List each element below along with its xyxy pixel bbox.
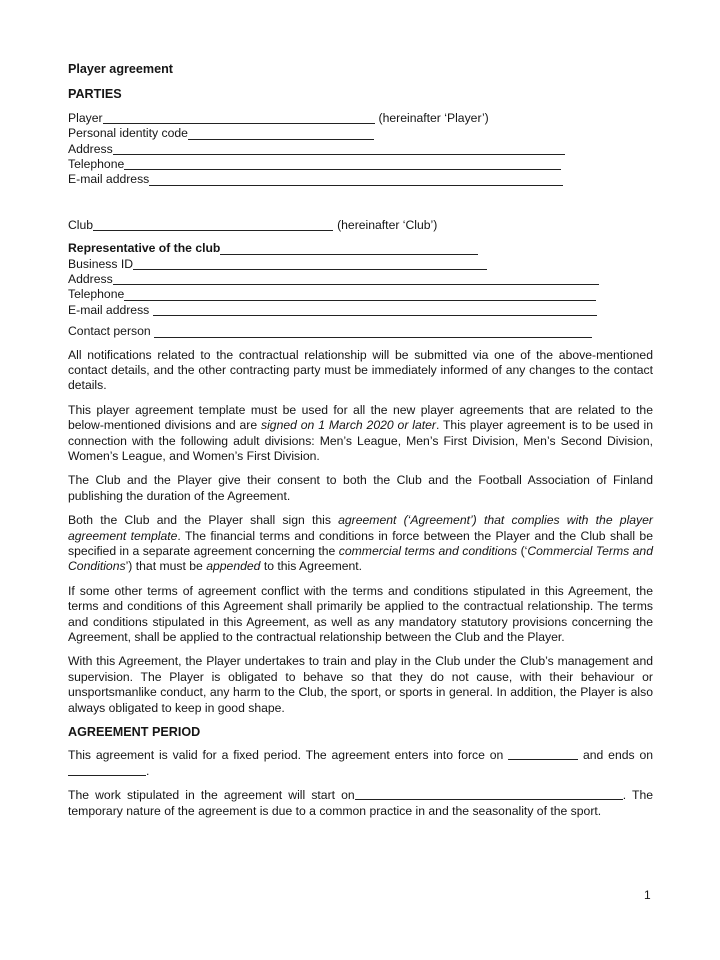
paragraph-template-usage [68,403,653,465]
club-suffix: (hereinafter ‘Club’) [337,217,438,232]
paragraph-consent: The Club and the Player give their consent to both the Club and the Football Association of Finland publishing the duration of the Agreement. [68,473,653,503]
p4-text-c: . The financial terms and conditions in force between the Player and the Club shall be specified in a separate agreement concerning the [68,528,653,558]
page-number: 1 [644,888,651,902]
document-title: Player agreement [68,62,174,76]
business-id-blank[interactable] [133,258,487,270]
personal-id-label: Personal identity code [68,126,188,141]
p8-text-b: . [622,788,627,803]
player-field[interactable] [68,111,653,126]
club-email-blank[interactable] [153,304,597,316]
p2-text-a: This player agreement template must be used for all the new player agreements that are related to the below-mentioned divisions and are [68,402,653,433]
work-start-blank[interactable] [355,788,623,800]
business-id-label: Business ID [68,256,134,271]
player-address-blank[interactable] [113,143,565,155]
paragraph-validity [68,748,653,779]
document-body [68,62,653,828]
p2-text-b: signed on 1 March 2020 or later [260,418,436,433]
p4-text-f: Commercial Terms and Conditions [68,543,653,574]
player-suffix: (hereinafter ‘Player’) [378,110,489,125]
player-telephone-blank[interactable] [124,158,561,170]
paragraph-work-start [68,788,653,819]
p4-text-g: ’) that must be [125,559,207,574]
representative-label: Representative of the club [68,241,221,256]
player-address-label: Address [68,141,113,156]
club-address-field[interactable] [68,272,653,287]
player-email-blank[interactable] [149,174,563,186]
p4-text-b: agreement (‘Agreement’) that complies with the player agreement template [68,513,653,543]
club-telephone-field[interactable] [68,287,653,302]
personal-id-field[interactable] [68,126,653,141]
p2-text-c: . This player agreement is to be used in connection with the following adult divisions: Men’s League, Men’s First Division, Men’s Second Division, Women’s League, and Women’s First Division. [68,418,653,463]
player-email-field[interactable] [68,172,653,187]
p7-text-a: This agreement is valid for a fixed period. The agreement enters into force on [68,748,504,763]
p4-text-h: appended [206,559,261,574]
p4-text-d: commercial terms and conditions [338,543,518,558]
p4-text-i: to this Agreement. [260,559,363,574]
p4-text-a: Both the Club and the Player shall sign this [68,513,339,528]
contact-person-label: Contact person [68,324,151,339]
p4-text-e: (‘ [517,543,528,558]
agreement-period-heading: AGREEMENT PERIOD [68,725,201,740]
paragraph-conflicts: If some other terms of agreement conflict with the terms and conditions stipulated in this Agreement, the terms and conditions of this Agreement shall primarily be applied to the contractual relationship. The terms and conditions stipulated in this Agreement, as well as any mandatory statutory provisions concerning the Agreement, shall be applied to the contractual relationship between the Club and the Player. [68,583,653,644]
paragraph-signing [68,513,653,575]
representative-field[interactable] [68,241,653,256]
p8-text-a: The work stipulated in the agreement will start on [68,788,355,803]
club-field[interactable] [68,218,653,233]
paragraph-notifications: All notifications related to the contractual relationship will be submitted via one of the above-mentioned contact details, and the other contracting party must be immediately informed of any changes to the contact details. [68,347,653,393]
parties-heading: PARTIES [68,87,122,102]
club-email-field[interactable] [68,303,653,318]
representative-blank[interactable] [220,243,478,255]
club-telephone-blank[interactable] [124,289,596,301]
contact-person-field[interactable] [68,324,653,339]
club-label: Club [68,217,94,232]
p8-text-c: The temporary nature of the agreement is due to a common practice in and the seasonality of the sport. [68,788,654,818]
paragraph-obligations: With this Agreement, the Player undertakes to train and play in the Club under the Club’s management and supervision. The Player is obligated to behave so that they do not cause, with their behaviour or unsportsmanlike conduct, any harm to the Club, the sport, or sports in general. In addition, the Player is also always obligated to keep in good shape. [68,654,653,715]
p7-text-b: and ends on [583,748,653,763]
club-email-label: E-mail address [68,302,150,317]
business-id-field[interactable] [68,257,653,272]
player-address-field[interactable] [68,142,653,157]
club-address-label: Address [68,271,113,286]
club-telephone-label: Telephone [68,287,125,302]
player-telephone-field[interactable] [68,157,653,172]
personal-id-blank[interactable] [188,128,374,140]
player-label: Player [68,110,103,125]
club-address-blank[interactable] [113,273,599,285]
player-telephone-label: Telephone [68,156,125,171]
end-date-blank[interactable] [68,764,146,776]
player-email-label: E-mail address [68,172,150,187]
club-blank[interactable] [93,219,333,231]
contact-person-blank[interactable] [154,326,592,338]
start-date-blank[interactable] [508,748,578,760]
p7-text-c: . [146,763,150,778]
player-blank[interactable] [103,112,375,124]
